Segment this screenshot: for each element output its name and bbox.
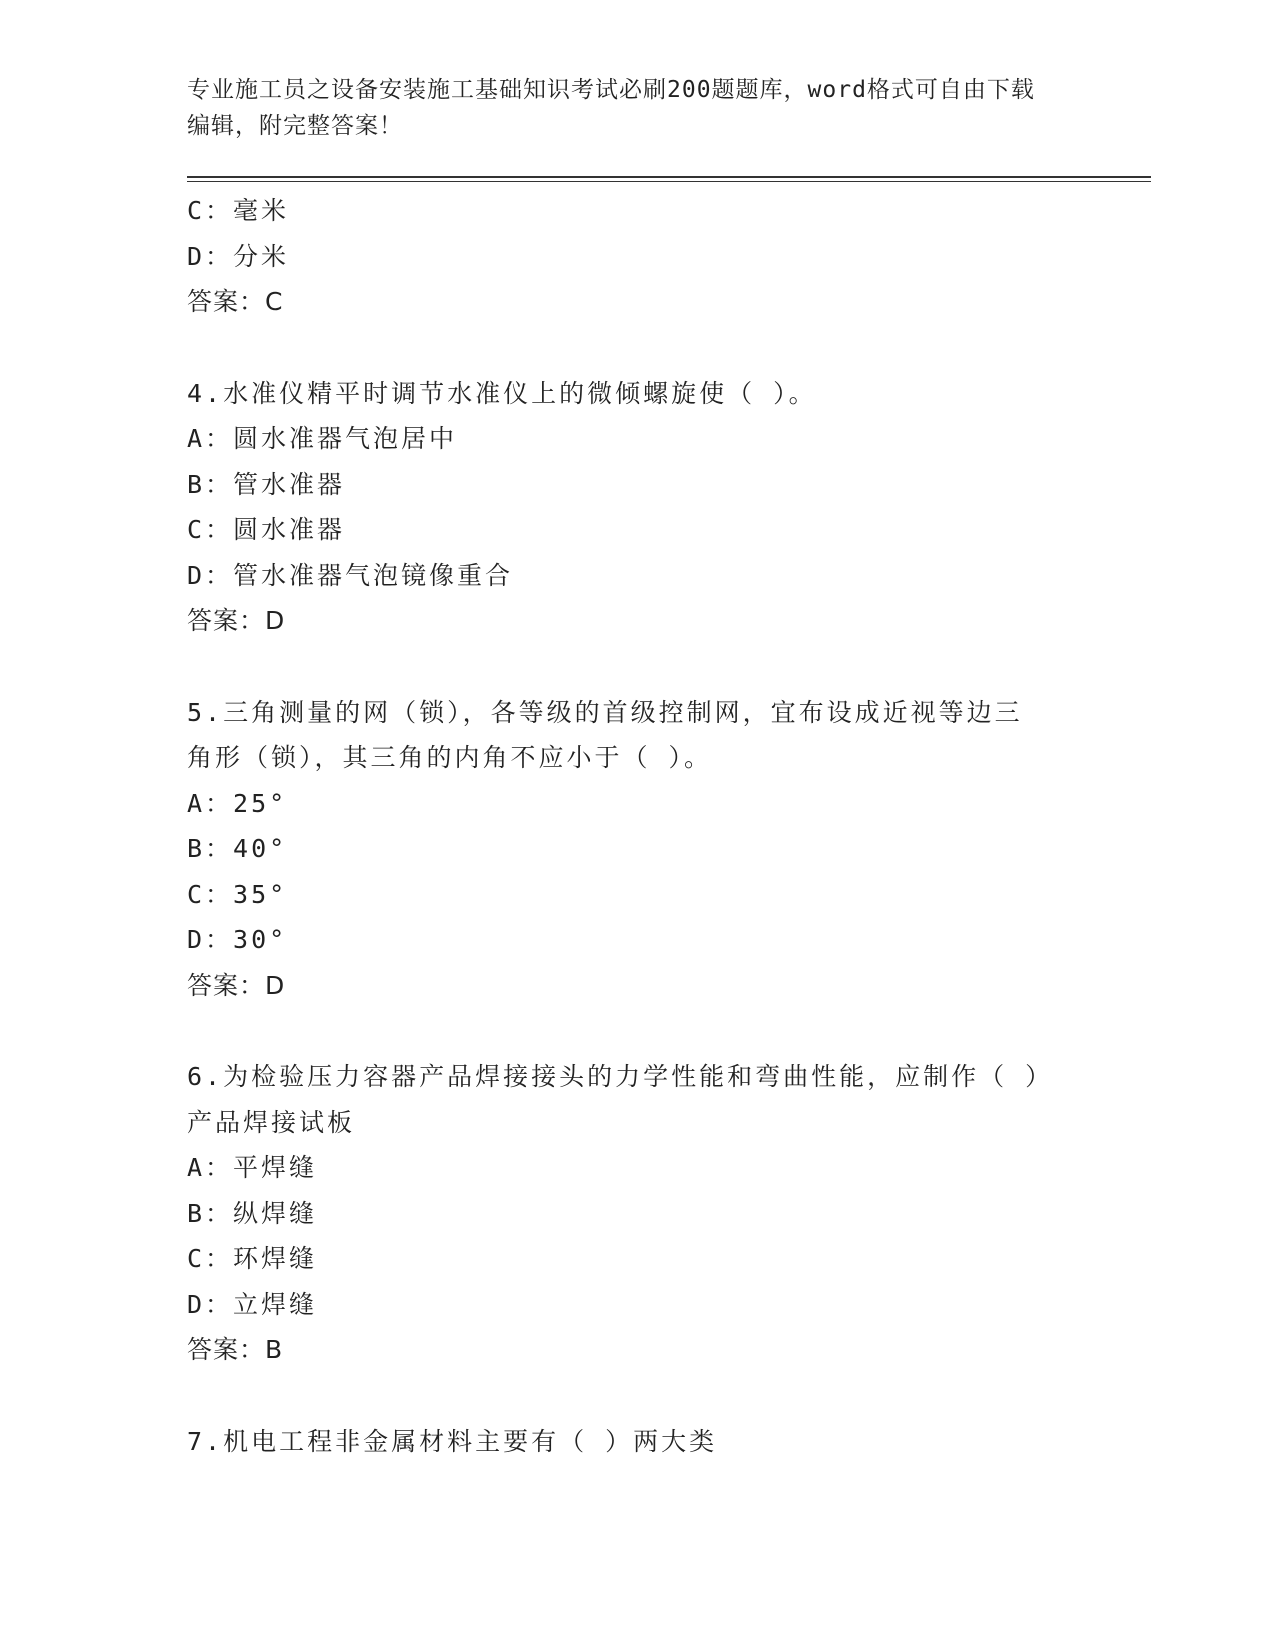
option-d: D：立焊缝 [187,1289,318,1319]
option-c: C：毫米 [187,196,290,225]
option-a: A：平焊缝 [187,1153,318,1182]
question-text-line-1: 6.为检验压力容器产品焊接接头的力学性能和弯曲性能，应制作（ ） [187,1062,1054,1091]
option-c: C：35° [187,879,288,909]
question-6 [187,1054,1067,1373]
question-text-line-2: 产品焊接试板 [187,1107,356,1137]
option-b: B：纵焊缝 [187,1198,318,1228]
question-3-tail [187,188,1067,325]
header-title-line-1: 专业施工员之设备安装施工基础知识考试必刷200题题库，word格式可自由下载 [187,77,1035,103]
option-b: B：40° [187,834,288,863]
answer-line: 答案：D [187,970,286,1000]
question-7 [187,1419,1067,1465]
answer-line: 答案：D [187,606,286,635]
header-title-line-2: 编辑，附完整答案！ [187,113,403,139]
option-d: D：30° [187,925,288,954]
question-text-line-1: 5.三角测量的网（锁），各等级的首级控制网，宜布设成近视等边三 [187,697,1023,727]
question-4 [187,371,1067,644]
option-c: C：环焊缝 [187,1244,318,1273]
question-list [187,188,1067,1464]
option-c: C：圆水准器 [187,515,346,544]
question-text-line-2: 角形（锁），其三角的内角不应小于（ ）。 [187,743,713,772]
option-b: B：管水准器 [187,469,346,499]
option-a: A：25° [187,788,288,818]
header-divider-thick [187,176,1151,178]
answer-line: 答案：B [187,1335,284,1364]
header-divider-thin [187,181,1151,182]
option-a: A：圆水准器气泡居中 [187,424,458,453]
document-header [187,72,1087,144]
option-d: D：管水准器气泡镜像重合 [187,560,514,590]
answer-line: 答案：C [187,287,284,316]
question-text: 4.水准仪精平时调节水准仪上的微倾螺旋使（ ）。 [187,378,817,408]
option-d: D：分米 [187,241,290,271]
question-text: 7.机电工程非金属材料主要有（ ）两大类 [187,1426,718,1456]
question-5 [187,690,1067,1009]
